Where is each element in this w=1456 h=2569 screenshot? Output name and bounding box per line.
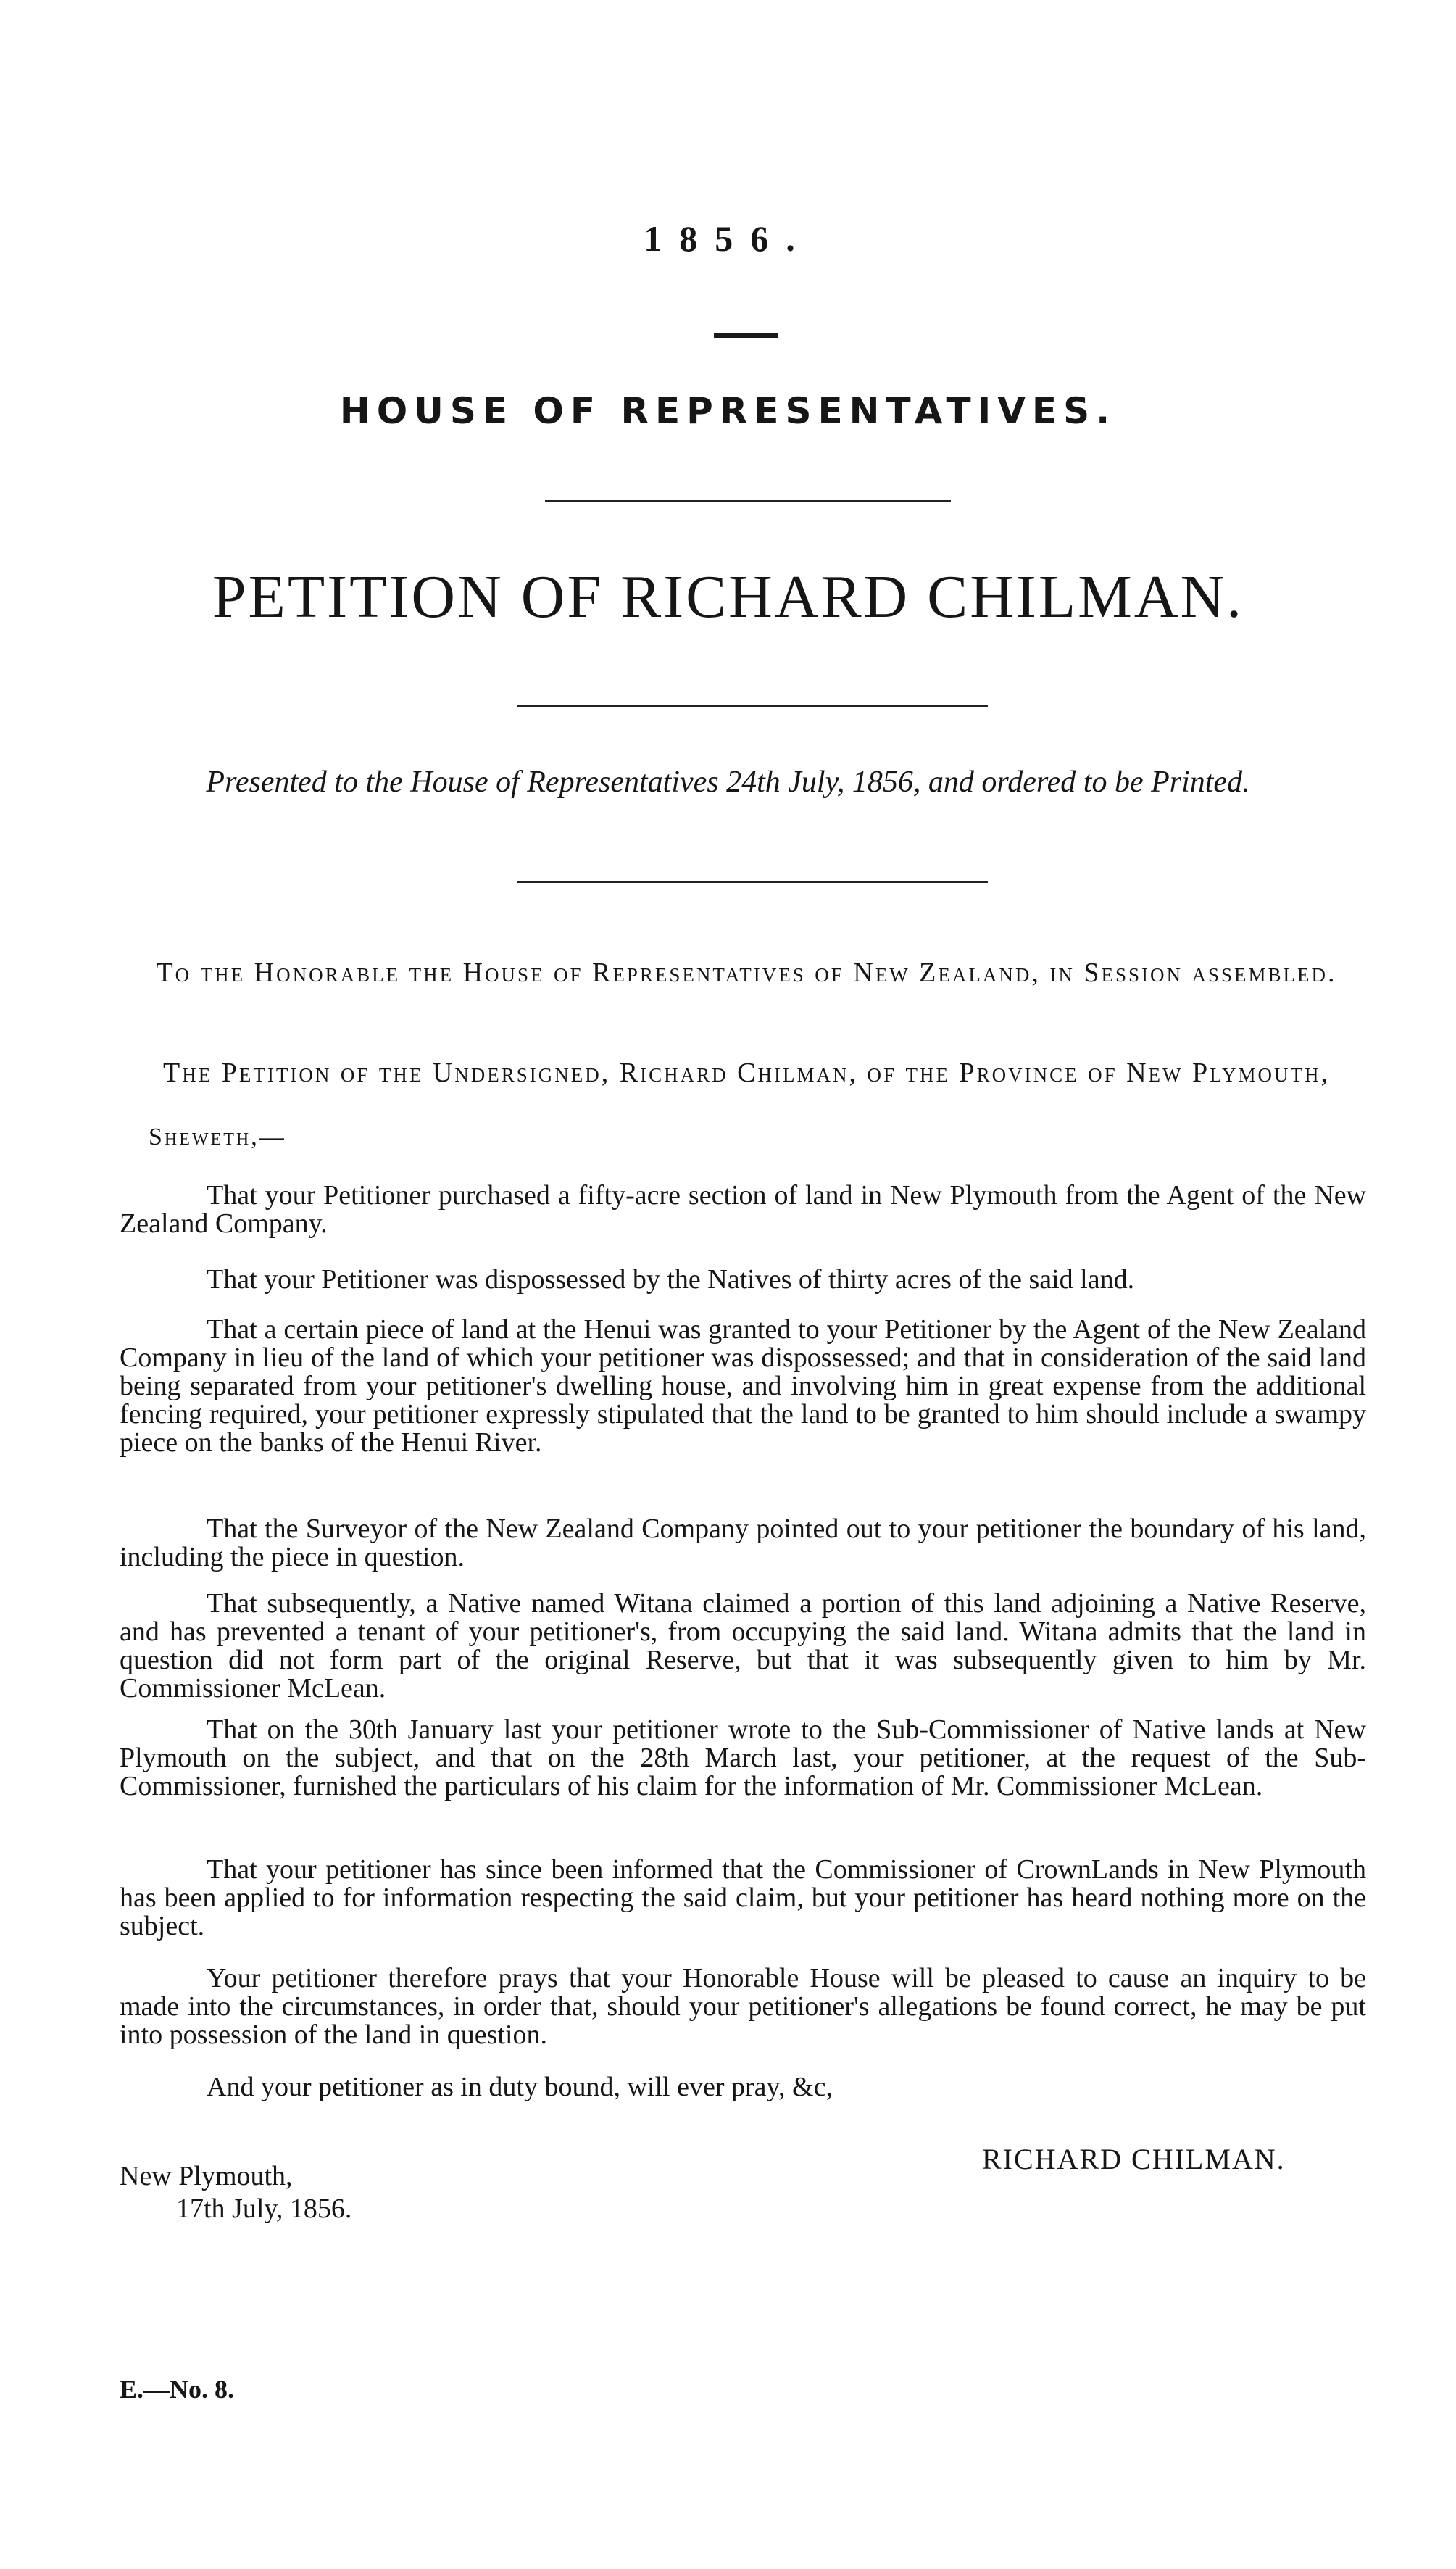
- paragraph-surveyor: That the Surveyor of the New Zealand Company pointed out to your petitioner the boundary of his land, including the piece in question.: [120, 1514, 1366, 1572]
- paragraph-dispossessed: That your Petitioner was dispossessed by the Natives of thirty acres of the said land.: [207, 1264, 1135, 1295]
- address-petitioner: The Petition of the Undersigned, Richard Chilman, of the Province of New Plymouth,: [163, 1058, 1330, 1088]
- sheweth-label: Sheweth,—: [149, 1124, 286, 1150]
- paragraph-witana-claim: That subsequently, a Native named Witana claimed a portion of this land adjoining a Native Reserve, and has prevented a tenant of your petitioner's, from occupying the said land. Witana admits that the land in question did not form part of the original Reserve, but that it was subsequently given to him by Mr. Commissioner McLean.: [120, 1588, 1366, 1703]
- short-dash-rule: [714, 333, 778, 338]
- signature-place: New Plymouth,: [120, 2161, 293, 2191]
- paragraph-closing: And your petitioner as in duty bound, will ever pray, &c,: [207, 2072, 833, 2102]
- document-number: E.—No. 8.: [120, 2375, 235, 2404]
- petition-title: PETITION OF RICHARD CHILMAN.: [212, 563, 1244, 631]
- paragraph-correspondence: That on the 30th January last your petitioner wrote to the Sub-Commissioner of Native lands at New Plymouth on the subject, and that on the 28th March last, your petitioner, at the request of the Sub-Commissioner, furnished the particulars of his claim for the information of Mr. Commissioner McLean.: [120, 1714, 1366, 1801]
- divider-rule-2: [517, 705, 988, 707]
- paragraph-henui-grant: That a certain piece of land at the Henui was granted to your Petitioner by the Agent of the New Zealand Company in lieu of the land of which your petitioner was dispossessed; and that in consideration of the said land being separated from your petitioner's dwelling house, and involving him in great expense from the additional fencing required, your petitioner expressly stipulated that the land to be granted to him should include a swampy piece on the banks of the Henui River.: [120, 1314, 1366, 1458]
- signature-name: RICHARD CHILMAN.: [982, 2143, 1286, 2175]
- paragraph-prayer: Your petitioner therefore prays that your Honorable House will be pleased to cause an inquiry to be made into the circumstances, in order that, should your petitioner's allegations be found correct, he may be put into possession of the land in question.: [120, 1963, 1366, 2050]
- signature-date: 17th July, 1856.: [176, 2194, 352, 2224]
- divider-rule-3: [517, 881, 988, 883]
- house-heading: HOUSE OF REPRESENTATIVES.: [339, 390, 1117, 432]
- address-to: To the Honorable the House of Representatives of New Zealand, in Session assembled.: [156, 958, 1337, 988]
- year-heading: 1856.: [644, 218, 812, 259]
- paragraph-crown-lands: That your petitioner has since been informed that the Commissioner of CrownLands in New Plymouth has been applied to for information respecting the said claim, but your petitioner has heard nothing more on the subject.: [120, 1854, 1366, 1941]
- presented-line: Presented to the House of Representatives 24th July, 1856, and ordered to be Printed.: [206, 765, 1250, 799]
- paragraph-purchase: That your Petitioner purchased a fifty-acre section of land in New Plymouth from the Agent of the New Zealand Company.: [120, 1180, 1366, 1239]
- divider-rule-1: [545, 500, 951, 502]
